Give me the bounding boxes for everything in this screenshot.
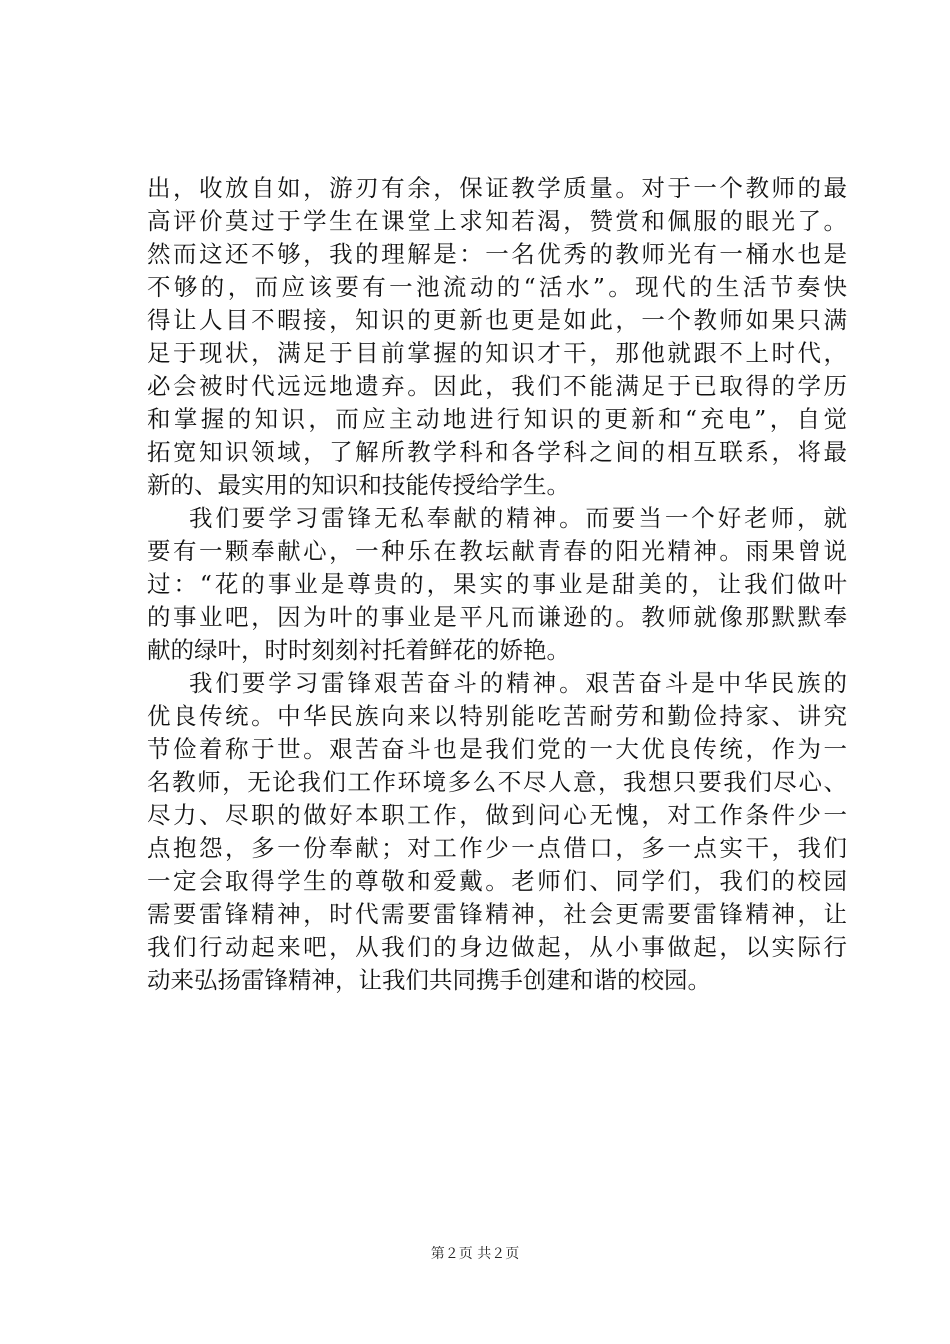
text-line: 不够的，而应该要有一池流动的“活水”。现代的生活节奏快 bbox=[147, 273, 847, 301]
text-line: 优良传统。中华民族向来以特别能吃苦耐劳和勤俭持家、讲究 bbox=[147, 702, 847, 730]
text-line: 必会被时代远远地遗弃。因此，我们不能满足于已取得的学历 bbox=[147, 372, 847, 400]
text-line: 我们要学习雷锋艰苦奋斗的精神。艰苦奋斗是中华民族的 bbox=[189, 669, 847, 697]
text-line: 高评价莫过于学生在课堂上求知若渴，赞赏和佩服的眼光了。 bbox=[147, 207, 847, 235]
text-line: 节俭着称于世。艰苦奋斗也是我们党的一大优良传统，作为一 bbox=[147, 735, 847, 763]
text-line: 要有一颗奉献心，一种乐在教坛献青春的阳光精神。雨果曾说 bbox=[147, 537, 847, 565]
text-line: 一定会取得学生的尊敬和爱戴。老师们、同学们，我们的校园 bbox=[147, 867, 847, 895]
text-line: 我们行动起来吧，从我们的身边做起，从小事做起，以实际行 bbox=[147, 933, 847, 961]
text-line: 足于现状，满足于目前掌握的知识才干，那他就跟不上时代， bbox=[147, 339, 847, 367]
document-body bbox=[147, 172, 847, 997]
paragraph bbox=[147, 502, 847, 667]
text-line: 的事业吧，因为叶的事业是平凡而谦逊的。教师就像那默默奉 bbox=[147, 603, 847, 631]
page-number-footer: 第２页 共２页 bbox=[430, 1246, 520, 1262]
text-line: 需要雷锋精神，时代需要雷锋精神，社会更需要雷锋精神，让 bbox=[147, 900, 847, 928]
text-line: 献的绿叶，时时刻刻衬托着鲜花的娇艳。 bbox=[147, 636, 570, 664]
text-line: 拓宽知识领域，了解所教学科和各学科之间的相互联系，将最 bbox=[147, 438, 847, 466]
paragraph bbox=[147, 667, 847, 997]
text-line: 名教师，无论我们工作环境多么不尽人意，我想只要我们尽心、 bbox=[147, 768, 847, 796]
text-line: 和掌握的知识，而应主动地进行知识的更新和“充电”，自觉 bbox=[147, 405, 847, 433]
text-line: 动来弘扬雷锋精神，让我们共同携手创建和谐的校园。 bbox=[147, 966, 711, 994]
text-line: 我们要学习雷锋无私奉献的精神。而要当一个好老师，就 bbox=[189, 504, 847, 532]
text-line: 点抱怨，多一份奉献；对工作少一点借口，多一点实干，我们 bbox=[147, 834, 847, 862]
text-line: 尽力、尽职的做好本职工作，做到问心无愧，对工作条件少一 bbox=[147, 801, 847, 829]
text-line: 新的、最实用的知识和技能传授给学生。 bbox=[147, 471, 570, 499]
text-line: 然而这还不够，我的理解是：一名优秀的教师光有一桶水也是 bbox=[147, 240, 847, 268]
text-line: 出，收放自如，游刃有余，保证教学质量。对于一个教师的最 bbox=[147, 174, 847, 202]
text-line: 得让人目不暇接，知识的更新也更是如此，一个教师如果只满 bbox=[147, 306, 847, 334]
paragraph bbox=[147, 172, 847, 502]
text-line: 过：“花的事业是尊贵的，果实的事业是甜美的，让我们做叶 bbox=[147, 570, 847, 598]
